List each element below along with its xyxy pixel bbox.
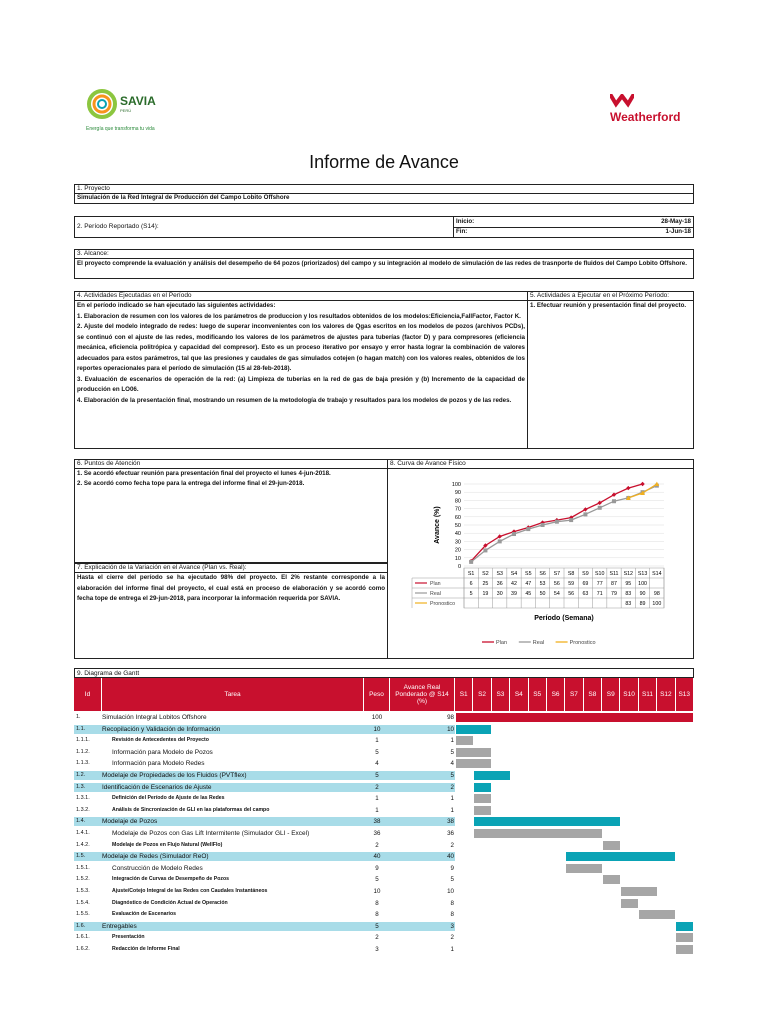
gantt-peso: 10: [373, 725, 381, 733]
gantt-col-peso: Peso: [364, 678, 390, 711]
gantt-peso: 5: [375, 748, 379, 756]
data-label: 69: [582, 581, 589, 587]
activity-line: 2. Ajuste del modelo integrado de redes: luego de superar inconvenientes con los valores de Qgas escritos en los modelos de pozos (archivos PCDs), se continuó con el ajuste de las redes, modificando los valores de los parámetros de ajustes para tuberías (factor D) y para compresores (eficiencia mecánica, eficiencia politrópica y capacidad del compresor). Esto es un proceso iterativo por ensayo y error hasta lograr la combinación de valores adecuados para estos parámetros, tal que las presiones y caudales de gas simulados cotejen (o hagan match) con los valores reales, obtenidos de los reportes operacionales para el período de simulación (15 al 28-feb-2018).: [77, 323, 525, 372]
data-label: 79: [611, 591, 617, 597]
data-point: [555, 520, 559, 524]
x-tick-label: S7: [553, 571, 561, 577]
gantt-id: 1.4.: [76, 818, 86, 825]
gantt-row: [74, 712, 694, 723]
gantt-id: 1.5.5.: [76, 911, 90, 918]
gantt-peso: 100: [371, 714, 383, 721]
gantt-peso: 40: [373, 853, 381, 861]
data-label: 36: [496, 581, 503, 587]
gantt-id: 1.1.: [76, 725, 86, 732]
gantt-avance: 40: [447, 853, 454, 861]
y-tick-label: 50: [454, 523, 461, 529]
gantt-peso: 2: [375, 783, 379, 791]
attention-point: 2. Se acordó como fecha tope para la entrega del informe final el 29-jun-2018.: [77, 480, 305, 487]
gantt-task: Diagnóstico de Condición Actual de Operación: [112, 899, 228, 906]
gantt-bar: [474, 829, 602, 838]
weatherford-mark-icon: [610, 94, 634, 108]
y-tick-label: 100: [451, 482, 461, 488]
gantt-peso: 3: [375, 946, 379, 953]
gantt-id: 1.5.3.: [76, 888, 90, 894]
gantt-peso: 2: [375, 934, 379, 942]
gantt-peso: 8: [375, 911, 379, 919]
gantt-bar: [474, 806, 491, 815]
data-label: 54: [553, 591, 560, 597]
y-tick-label: 60: [454, 514, 461, 521]
gantt-id: 1.2.: [76, 772, 86, 778]
fin-label: Fin:: [456, 228, 468, 235]
gantt-avance: 4: [450, 760, 454, 768]
gantt-col-tarea: Tarea: [102, 678, 364, 711]
gantt-task: Identificación de Escenarios de Ajuste: [102, 783, 212, 791]
x-tick-label: S13: [637, 571, 648, 577]
gantt-task: Entregables: [102, 922, 137, 930]
gantt-avance: 5: [450, 876, 454, 884]
gantt-bar: [621, 887, 657, 896]
gantt-row: [74, 874, 694, 885]
data-label: 56: [553, 581, 560, 587]
gantt-id: 1.6.1.: [76, 934, 90, 941]
data-label: 95: [625, 581, 632, 587]
gantt-row: [74, 735, 694, 746]
gantt-peso: 36: [373, 830, 381, 837]
data-label: 71: [596, 591, 603, 597]
gantt-col-week: S10: [620, 678, 638, 711]
gantt-col-avance: Avance Real Ponderado @ S14 (%): [390, 678, 455, 711]
data-label: 6: [469, 581, 473, 587]
gantt-col-week: S7: [565, 678, 583, 711]
gantt-col-id: Id: [74, 678, 102, 711]
y-tick-label: 20: [454, 547, 461, 554]
gantt-avance: 98: [447, 714, 454, 721]
gantt-bar: [474, 771, 510, 780]
gantt-col-week: S12: [657, 678, 675, 711]
gantt-col-week: S3: [492, 678, 510, 711]
gantt-avance: 2: [450, 783, 454, 791]
gantt-task: Modelaje de Pozos: [102, 818, 158, 826]
data-label: 90: [639, 591, 646, 597]
gantt-peso: 5: [375, 772, 379, 779]
y-tick-label: 30: [454, 539, 461, 546]
y-tick-label: 0: [457, 564, 461, 570]
data-point: [569, 518, 573, 522]
data-point: [483, 548, 487, 552]
gantt-id: 1.5.: [76, 853, 86, 860]
gantt-avance: 1: [450, 737, 454, 745]
y-tick-label: 90: [454, 490, 461, 497]
x-tick-label: S8: [567, 571, 575, 577]
data-label: 45: [525, 591, 532, 597]
data-label: 59: [568, 581, 575, 587]
gantt-task: Definición del Período de Ajuste de las Redes: [112, 795, 225, 802]
section-header: 3. Alcance:: [75, 250, 693, 259]
gantt-task: Información para Modelo de Pozos: [112, 748, 213, 756]
weatherford-logo: [604, 94, 694, 130]
data-point: [512, 532, 516, 536]
gantt-task: Integración de Curvas de Desempeño de Pozos: [112, 876, 230, 883]
data-label: 42: [511, 581, 517, 587]
gantt-row: [74, 851, 694, 862]
section-periodo: [74, 216, 694, 238]
activity-line: 1. Elaboracion de resumen con los valores de los parámetros de produccion y los resultados obtenidos de los modelos:Eficiencia,FallFactor, Factor K.: [77, 312, 521, 320]
gantt-avance: 36: [447, 830, 454, 837]
data-label: 50: [539, 591, 546, 597]
x-tick-label: S5: [525, 571, 532, 577]
gantt-peso: 1: [375, 795, 379, 803]
x-tick-label: S1: [467, 571, 475, 577]
table-row-label: Real: [430, 591, 441, 597]
data-label: 98: [653, 591, 660, 597]
gantt-row: [74, 932, 694, 943]
data-label: 89: [639, 601, 646, 607]
gantt-task: Análisis de Sincronización de GLI en las plataformas del campo: [112, 806, 270, 813]
data-point: [598, 506, 602, 510]
gantt-task: Recopilación y Validación de Información: [102, 725, 221, 733]
gantt-bar: [456, 748, 492, 757]
savia-name: SAVIA: [120, 94, 156, 108]
x-tick-label: S3: [496, 571, 503, 577]
gantt-row: [74, 747, 694, 758]
x-tick-label: S14: [652, 571, 662, 577]
gantt-id: 1.3.1.: [76, 795, 90, 802]
gantt-row: [74, 921, 694, 932]
gantt-peso: 38: [373, 818, 381, 826]
y-axis-label: Avance (%): [434, 506, 441, 544]
x-tick-label: S6: [539, 571, 546, 577]
gantt-row: [74, 944, 694, 955]
gantt-col-week: S13: [676, 678, 694, 711]
gantt-id: 1.6.2.: [76, 946, 90, 952]
gantt-id: 1.1.3.: [76, 760, 90, 767]
section-text: El proyecto comprende la evaluación y análisis del desempeño de 64 pozos (priorizados) del campo y su integración al modelo de simulación de las redes de trasnporte de fluidos del Campo Lobito Offshore.: [77, 260, 687, 267]
gantt-id: 1.4.1.: [76, 830, 90, 836]
gantt-avance: 9: [450, 864, 454, 872]
gantt-bar: [603, 841, 620, 850]
gantt-col-week: S5: [529, 678, 547, 711]
gantt-col-week: S11: [639, 678, 657, 711]
data-label: 53: [539, 581, 546, 587]
gantt-bar: [603, 875, 620, 884]
gantt-bar: [621, 899, 638, 908]
gantt-task: Simulación Integral Lobitos Offshore: [102, 714, 207, 721]
data-label: 5: [469, 591, 473, 597]
data-label: 19: [482, 591, 489, 597]
data-label: 63: [582, 591, 589, 597]
gantt-task: Modelaje de Pozos en Flujo Natural (WellFlo): [112, 841, 223, 848]
gantt-peso: 9: [375, 864, 379, 872]
gantt-bar: [676, 922, 693, 931]
x-axis-label: Período (Semana): [534, 615, 594, 622]
gantt-row: [74, 770, 694, 781]
data-label: 83: [625, 601, 632, 607]
data-point: [541, 523, 545, 527]
data-point: [612, 499, 616, 503]
gantt-avance: 2: [450, 841, 454, 849]
x-tick-label: S11: [609, 571, 619, 577]
data-point: [583, 512, 587, 516]
fin-value: 1-Jun-18: [665, 228, 691, 235]
data-label: 25: [482, 581, 489, 587]
gantt-bar: [566, 864, 602, 873]
gantt-row: [74, 758, 694, 769]
gantt-task: Ajuste/Cotejo Integral de las Redes con Caudales Instantáneos: [112, 888, 268, 894]
progress-chart: [387, 469, 693, 659]
gantt-id: 1.3.2.: [76, 806, 90, 813]
weatherford-name: Weatherford: [610, 110, 681, 124]
data-point: [469, 560, 473, 564]
gantt-row: [74, 724, 694, 735]
gantt-peso: 4: [375, 760, 379, 768]
section-text: 1. Efectuar reunión y presentación final del proyecto.: [530, 302, 687, 309]
gantt-avance: 8: [450, 911, 454, 919]
gantt-task: Información para Modelo Redes: [112, 760, 205, 768]
gantt-avance: 10: [447, 725, 454, 733]
gantt-avance: 1: [450, 795, 454, 803]
savia-sub: PERÚ: [120, 108, 132, 113]
gantt-bar: [456, 759, 492, 768]
legend-label: Real: [532, 640, 545, 646]
inicio-label: Inicio:: [456, 218, 475, 225]
gantt-bar: [474, 817, 620, 826]
section-explicacion: [74, 563, 388, 659]
table-row-label: Plan: [430, 581, 441, 587]
section-header: 5. Actividades a Ejecutar en el Próximo Período:: [528, 292, 693, 301]
gantt-id: 1.5.4.: [76, 899, 90, 906]
gantt-peso: 10: [373, 888, 381, 895]
data-label: 100: [652, 601, 662, 607]
gantt-avance: 1: [450, 806, 454, 814]
gantt-task: Modelaje de Redes (Simulador ReO): [102, 853, 209, 861]
gantt-col-week: S6: [547, 678, 565, 711]
gantt-task: Redacción de Informe Final: [112, 946, 180, 952]
gantt-row: [74, 828, 694, 839]
gantt-bar: [474, 794, 491, 803]
y-tick-label: 80: [454, 498, 461, 505]
gantt-id: 1.1.1.: [76, 737, 90, 744]
gantt-avance: 8: [450, 899, 454, 907]
gantt-id: 1.: [76, 714, 81, 720]
data-label: 30: [496, 591, 503, 597]
gantt-bar: [456, 736, 473, 745]
section-header: 6. Puntos de Atención: [75, 460, 387, 469]
gantt-task: Revisión de Antecedentes del Proyecto: [112, 737, 209, 744]
gantt-peso: 2: [375, 841, 379, 849]
gantt-avance: 3: [450, 922, 454, 930]
gantt-row: [74, 816, 694, 827]
activity-line: 3. Evaluación de escenarios de operación de la red: (a) Limpieza de tuberías en la red de gas de baja presión y (b) Incremento de la capacidad de producción en LO06.: [77, 375, 525, 393]
savia-logo: [86, 84, 196, 136]
gantt-col-week: S8: [584, 678, 602, 711]
data-label: 47: [525, 581, 532, 587]
y-tick-label: 40: [454, 531, 461, 538]
periodo-label: 2. Período Reportado (S14):: [77, 223, 159, 230]
gantt-row: [74, 782, 694, 793]
gantt-col-week: S9: [602, 678, 620, 711]
gantt-col-week: S1: [455, 678, 473, 711]
gantt-row: [74, 863, 694, 874]
page-title: Informe de Avance: [309, 152, 459, 172]
gantt-task: Construcción de Modelo Redes: [112, 864, 203, 872]
gantt-row: [74, 898, 694, 909]
gantt-row: [74, 805, 694, 816]
gantt-bar: [639, 910, 675, 919]
activity-line: 4. Elaboración de la presentación final, mostrando un resumen de la metodología de trabajo y resultados para los modelos de pozos y de las redes.: [77, 396, 512, 404]
gantt-bar: [566, 852, 675, 861]
x-tick-label: S10: [594, 571, 605, 577]
gantt-avance: 1: [450, 946, 454, 953]
y-tick-label: 10: [454, 555, 461, 562]
section-proximo-periodo: [527, 291, 694, 449]
x-tick-label: S2: [482, 571, 489, 577]
section-actividades: [74, 291, 528, 449]
gantt-avance: 2: [450, 934, 454, 942]
gantt-peso: 8: [375, 899, 379, 907]
gantt-avance: 10: [447, 888, 454, 895]
gantt-id: 1.6.: [76, 922, 86, 929]
gantt-avance: 38: [447, 818, 454, 826]
gantt-bar: [456, 725, 492, 734]
gantt-col-week: S4: [510, 678, 528, 711]
gantt-avance: 5: [450, 748, 454, 756]
data-point: [498, 539, 502, 543]
gantt-row: [74, 886, 694, 897]
gantt-title: 9. Diagrama de Gantt: [74, 668, 694, 678]
inicio-value: 28-May-18: [661, 218, 691, 225]
gantt-id: 1.5.1.: [76, 864, 90, 871]
gantt-bar: [676, 945, 693, 954]
gantt-task: Modelaje de Pozos con Gas Lift Intermitente (Simulador GLI - Excel): [112, 830, 310, 837]
x-tick-label: S4: [510, 571, 518, 577]
gantt-row: [74, 840, 694, 851]
gantt-task: Evaluación de Escenarios: [112, 911, 177, 918]
section-puntos-atencion: [74, 459, 388, 563]
gantt-id: 1.1.2.: [76, 748, 90, 755]
gantt-peso: 5: [375, 876, 379, 884]
data-point: [526, 527, 530, 531]
section-header: 4. Actividades Ejecutadas en el Período: [75, 292, 527, 301]
table-row-label: Pronostico: [430, 601, 456, 607]
data-point: [640, 482, 644, 486]
gantt-bar: [676, 933, 693, 942]
gantt-row: [74, 909, 694, 920]
data-label: 56: [568, 591, 575, 597]
section-header: 1. Proyecto: [75, 185, 693, 194]
gantt-task: Modelaje de Propiedades de los Fluidos (PVTflex): [102, 772, 247, 779]
legend-label: Pronostico: [569, 640, 596, 646]
gantt-col-week: S2: [473, 678, 491, 711]
data-label: 77: [596, 581, 603, 587]
section-text: Hasta el cierre del período se ha ejecutado 98% del proyecto. El 2% restante corresponde a la elaboración del informe final del proyecto, el cual está en proceso de elaboración y se acordó como fecha tope de entrega el 29-jun-2018, para incorporar la información requerida por SAVIA.: [77, 574, 385, 602]
section-header: 7. Explicación de la Variación en el Avance (Plan vs. Real):: [75, 564, 387, 573]
data-point: [626, 486, 630, 490]
gantt-peso: 5: [375, 922, 379, 930]
section-proyecto: [74, 184, 694, 204]
y-tick-label: 70: [454, 506, 461, 513]
gantt-peso: 1: [375, 806, 379, 814]
data-label: 39: [511, 591, 517, 597]
data-label: 87: [611, 581, 617, 587]
savia-tagline: Energía que transforma tu vida: [86, 126, 155, 132]
gantt-bar: [456, 713, 694, 722]
data-label: 83: [625, 591, 632, 597]
section-alcance: [74, 249, 694, 279]
legend-label: Plan: [496, 640, 508, 646]
gantt-avance: 5: [450, 772, 454, 779]
section-text: Simulación de la Red Integral de Producción del Campo Lobito Offshore: [77, 194, 290, 201]
gantt-bar: [474, 783, 491, 792]
gantt-id: 1.4.2.: [76, 841, 90, 848]
gantt-row: [74, 793, 694, 804]
activities-list: [75, 301, 527, 406]
gantt-id: 1.3.: [76, 783, 86, 790]
data-label: 100: [638, 581, 647, 587]
gantt-id: 1.5.2.: [76, 876, 90, 883]
x-tick-label: S9: [582, 571, 589, 577]
attention-point: 1. Se acordó efectuar reunión para presentación final del proyecto el lunes 4-jun-2018.: [77, 470, 331, 477]
gantt-peso: 1: [375, 737, 379, 745]
gantt-task: Presentación: [112, 934, 145, 941]
activity-line: En el período indicado se han ejecutado las siguientes actividades:: [77, 302, 276, 309]
section-header: 8. Curva de Avance Físico: [388, 460, 693, 469]
x-tick-label: S12: [623, 571, 634, 577]
